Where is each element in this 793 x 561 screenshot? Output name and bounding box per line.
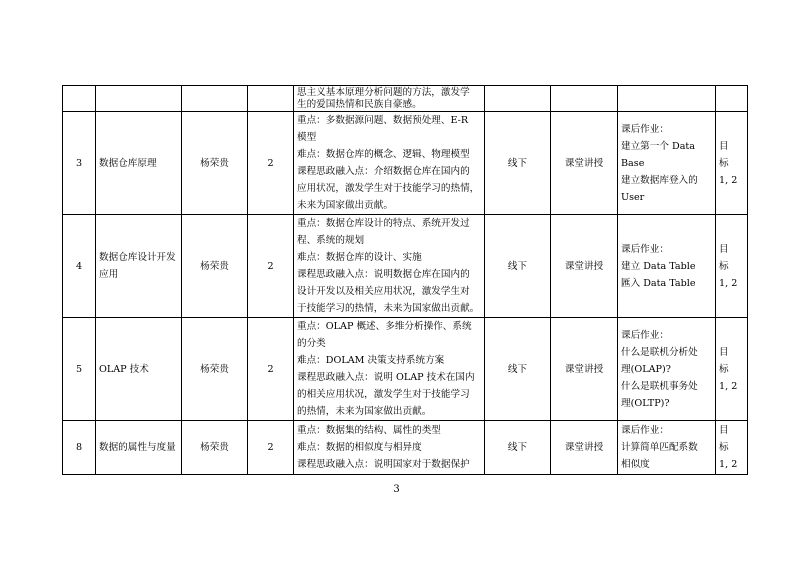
- content-line: 难点：DOLAM 决策支持系统方案: [297, 355, 445, 366]
- goal-line: 1, 2: [719, 277, 738, 289]
- content-line: 课程思政融入点：介绍数据仓库在国内的: [297, 166, 470, 177]
- homework-line: Base: [621, 157, 645, 169]
- row-method: 课堂讲授: [551, 112, 618, 215]
- row-number: 8: [63, 421, 96, 475]
- table-row: [63, 318, 748, 421]
- content-line: 难点：数据的相似度与相异度: [297, 442, 422, 453]
- homework-line: 相似度: [621, 459, 650, 470]
- homework-line: 理(OLTP)?: [621, 397, 670, 409]
- content-line: 设计开发以及相关应用状况，激发学生对: [297, 286, 470, 297]
- row-content: [294, 421, 485, 475]
- row-hours: 2: [248, 421, 294, 475]
- table-row: [63, 215, 748, 318]
- content-line: 的相关应用状况，激发学生对于技能学习: [297, 389, 470, 400]
- row-homework: [618, 318, 716, 421]
- row-hours: 2: [248, 318, 294, 421]
- row-mode: [485, 86, 551, 112]
- homework-line: User: [621, 191, 645, 203]
- goal-line: 1, 2: [719, 174, 738, 186]
- homework-line: 什么是联机分析处: [621, 346, 698, 358]
- table-row: [63, 86, 748, 112]
- row-method: [551, 86, 618, 112]
- content-line: 模型: [297, 132, 317, 143]
- goal-line: 目 标: [719, 425, 739, 453]
- row-goal: [716, 215, 748, 318]
- row-title: 数据的属性与度量: [96, 421, 182, 475]
- row-hours: 2: [248, 215, 294, 318]
- row-mode: 线下: [485, 215, 551, 318]
- row-number: 4: [63, 215, 96, 318]
- homework-line: 建立第一个 Data: [621, 140, 696, 152]
- goal-line: 目 标: [719, 346, 739, 375]
- goal-line: 目 标: [719, 243, 739, 272]
- row-homework: [618, 421, 716, 475]
- row-number: [63, 86, 96, 112]
- row-method: 课堂讲授: [551, 318, 618, 421]
- homework-line: 什么是联机事务处: [621, 380, 698, 392]
- row-content: [294, 112, 485, 215]
- row-goal: [716, 421, 748, 475]
- content-line: 课程思政融入点：说明国家对于数据保护: [297, 459, 470, 470]
- homework-line: 匯入 Data Table: [621, 277, 696, 289]
- row-homework: [618, 215, 716, 318]
- row-content: [294, 86, 485, 112]
- homework-line: 建立 Data Table: [621, 260, 696, 272]
- homework-line: 课后作业：: [621, 425, 669, 436]
- content-line: 程、系统的规划: [297, 235, 365, 246]
- homework-line: 课后作业：: [621, 329, 669, 341]
- homework-line: 课后作业：: [621, 123, 669, 135]
- content-line: 重点：数据集的结构、属性的类型: [297, 425, 441, 436]
- row-number: 5: [63, 318, 96, 421]
- content-line: 重点：多数据源问题、数据预处理、E-R: [297, 115, 469, 126]
- content-line: 难点：数据仓库的设计、实施: [297, 252, 422, 263]
- row-method: 课堂讲授: [551, 215, 618, 318]
- row-teacher: 杨荣贵: [182, 318, 248, 421]
- row-teacher: 杨荣贵: [182, 421, 248, 475]
- homework-line: 课后作业：: [621, 243, 669, 255]
- content-line: 思主义基本原理分析问题的方法，激发学: [297, 86, 470, 98]
- content-line: 生的爱国热情和民族自豪感。: [297, 98, 422, 110]
- row-mode: 线下: [485, 421, 551, 475]
- row-method: 课堂讲授: [551, 421, 618, 475]
- content-line: 的分类: [297, 338, 326, 349]
- row-homework: [618, 86, 716, 112]
- homework-line: 计算简单匹配系数: [621, 442, 698, 453]
- content-line: 未来为国家做出贡献。: [297, 200, 393, 211]
- content-line: 难点：数据仓库的概念、逻辑、物理模型: [297, 149, 470, 160]
- content-line: 课程思政融入点：说明数据仓库在国内的: [297, 269, 470, 280]
- row-teacher: [182, 86, 248, 112]
- content-line: 重点：数据仓库设计的特点、系统开发过: [297, 218, 470, 229]
- row-hours: 2: [248, 112, 294, 215]
- table-row: [63, 421, 748, 475]
- row-content: [294, 318, 485, 421]
- row-teacher: 杨荣贵: [182, 215, 248, 318]
- row-title: OLAP 技术: [96, 318, 182, 421]
- row-mode: 线下: [485, 318, 551, 421]
- homework-line: 理(OLAP)?: [621, 363, 671, 375]
- row-title: 数据仓库设计开发应用: [96, 215, 182, 318]
- content-line: 课程思政融入点：说明 OLAP 技术在国内: [297, 372, 475, 383]
- goal-line: 1, 2: [719, 459, 738, 470]
- goal-line: 目 标: [719, 140, 739, 169]
- row-hours: [248, 86, 294, 112]
- row-goal: [716, 112, 748, 215]
- content-line: 于技能学习的热情，未来为国家做出贡献。: [297, 303, 480, 314]
- row-title: 数据仓库原理: [96, 112, 182, 215]
- row-mode: 线下: [485, 112, 551, 215]
- row-content: [294, 215, 485, 318]
- row-number: 3: [63, 112, 96, 215]
- row-title: [96, 86, 182, 112]
- goal-line: 1, 2: [719, 380, 738, 392]
- row-goal: [716, 86, 748, 112]
- row-homework: [618, 112, 716, 215]
- page-number: 3: [393, 484, 400, 495]
- content-line: 应用状况，激发学生对于技能学习的热情，: [297, 183, 480, 194]
- homework-line: 建立数据库登入的: [621, 174, 698, 186]
- course-schedule-table: [62, 85, 748, 475]
- row-goal: [716, 318, 748, 421]
- table-row: [63, 112, 748, 215]
- content-line: 的热情，未来为国家做出贡献。: [297, 406, 432, 417]
- content-line: 重点：OLAP 概述、多维分析操作、系统: [297, 321, 472, 332]
- row-teacher: 杨荣贵: [182, 112, 248, 215]
